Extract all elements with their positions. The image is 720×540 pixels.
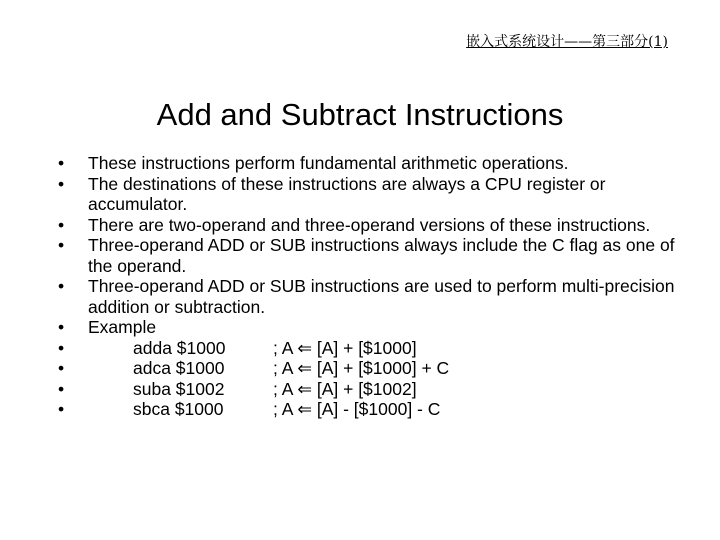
code-line xyxy=(58,338,678,359)
bullet-dot: • xyxy=(58,214,65,235)
bullet-text: Example xyxy=(88,317,157,337)
bullet-text: There are two-operand and three-operand versions of these instructions. xyxy=(88,214,651,235)
bullet-dot: • xyxy=(58,337,65,358)
bullet-text: The destinations of these instructions are always a CPU register or accumulator. xyxy=(88,173,606,214)
bullet-dot: • xyxy=(58,153,65,173)
bullet-item xyxy=(58,215,678,236)
slide-title: Add and Subtract Instructions xyxy=(156,97,564,132)
bullet-list xyxy=(58,153,678,420)
bullet-item xyxy=(58,174,678,215)
bullet-dot: • xyxy=(58,235,65,255)
code-comment: ; A ⇐ [A] + [$1000] xyxy=(273,337,417,358)
code-line xyxy=(58,399,678,420)
bullet-text: These instructions perform fundamental arithmetic operations. xyxy=(88,153,569,173)
bullet-text: Three-operand ADD or SUB instructions are used to perform multi-precision addition or subtraction. xyxy=(88,276,675,317)
bullet-dot: • xyxy=(58,399,65,419)
code-instruction: adda $1000 xyxy=(133,337,226,358)
bullet-dot: • xyxy=(58,276,65,296)
bullet-dot: • xyxy=(58,358,65,378)
bullet-item xyxy=(58,153,678,174)
code-instruction: adca $1000 xyxy=(133,358,225,378)
header-link[interactable]: 嵌入式系统设计——第三部分(1) xyxy=(466,34,668,50)
code-instruction: suba $1002 xyxy=(133,378,225,399)
bullet-dot: • xyxy=(58,317,65,337)
code-comment: ; A ⇐ [A] - [$1000] - C xyxy=(273,399,441,419)
bullet-dot: • xyxy=(58,378,65,399)
code-line xyxy=(58,358,678,379)
code-comment: ; A ⇐ [A] + [$1002] xyxy=(273,378,417,399)
code-comment: ; A ⇐ [A] + [$1000] + C xyxy=(273,358,450,378)
bullet-item xyxy=(58,276,678,317)
bullet-item xyxy=(58,235,678,276)
code-line xyxy=(58,379,678,400)
code-instruction: sbca $1000 xyxy=(133,399,224,419)
bullet-item xyxy=(58,317,678,338)
bullet-dot: • xyxy=(58,173,65,194)
bullet-text: Three-operand ADD or SUB instructions always include the C flag as one of the operand. xyxy=(88,235,675,276)
